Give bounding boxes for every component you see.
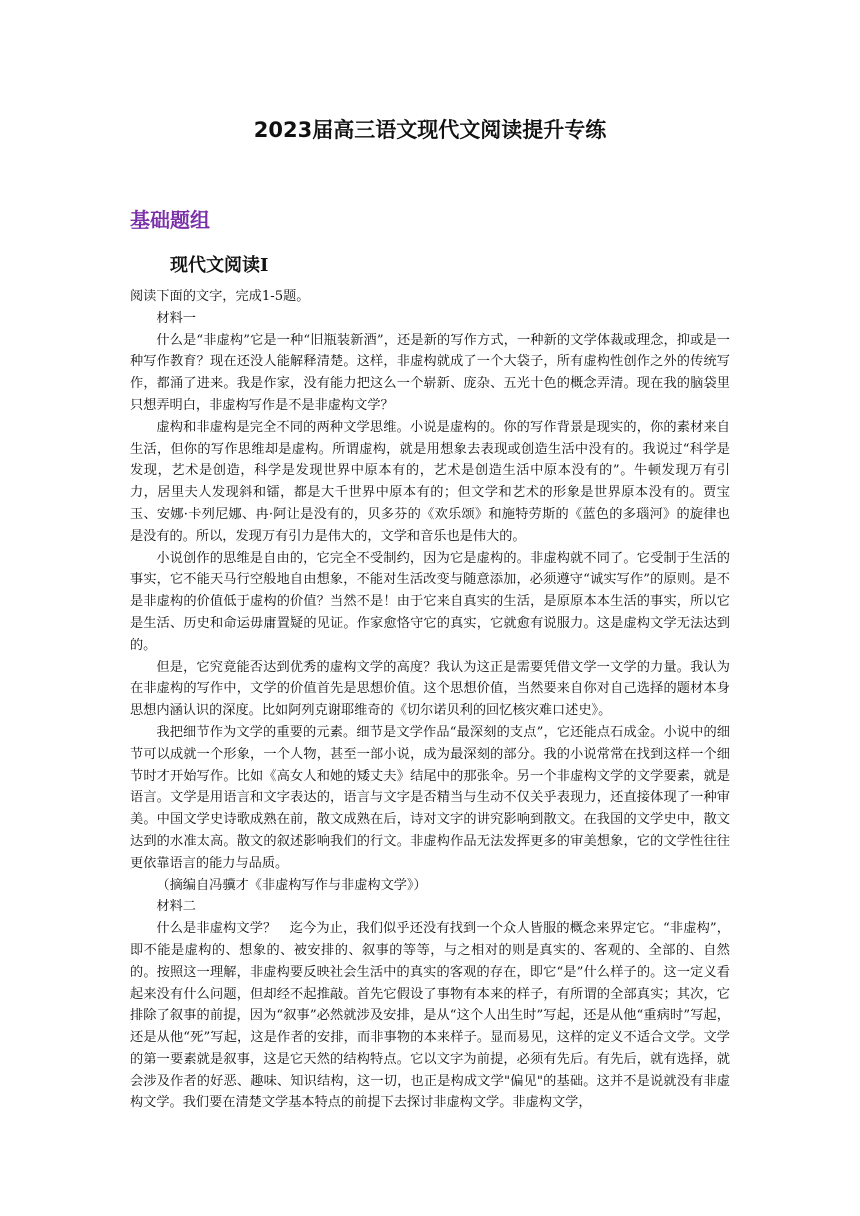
material-one-label: 材料一	[156, 310, 196, 326]
paragraph: 什么是“非虚构”它是一种“旧瓶装新酒”，还是新的写作方式，一种新的文学体裁或理念，抑或是一种写作教育？现在还没人能解释清楚。这样，非虚构就成了一个大袋子，所有虚构性创作之外的传统写作，都涌了进来。我是作家，没有能力把这么一个崭新、庞杂、五光十色的概念弄清。现在我的脑袋里只想弄明白，非虚构写作是不是非虚构文学？	[130, 332, 730, 413]
paragraph: 什么是非虚构文学？ 迄今为止，我们似乎还没有找到一个众人皆服的概念来界定它。“非虚构”，即不能是虚构的、想象的、被安排的、叙事的等等，与之相对的则是真实的、客观的、全部的、自然的。按照这一理解，非虚构要反映社会生活中的真实的客观的存在，即它“是”什么样子的。这一定义看起来没有什么问题，但却经不起推敲。首先它假设了事物有本来的样子，有所谓的全部真实；其次，它排除了叙事的前提，因为“叙事”必然就涉及安排，是从“这个人出生时”写起，还是从他“重病时”写起，还是从他“死”写起，这是作者的安排，而非事物的本来样子。显而易见，这样的定义不适合文学。文学的第一要素就是叙事，这是它天然的结构特点。它以文字为前提，必须有先后。有先后，就有选择，就会涉及作者的好恶、趣味、知识结构，这一切，也正是构成文学"偏见"的基础。这并不是说就没有非虚构文学。我们要在清楚文学基本特点的前提下去探讨非虚构文学。非虚构文学，	[130, 921, 730, 1111]
document-title: 2023届高三语文现代文阅读提升专练	[253, 118, 607, 142]
material-two-label: 材料二	[156, 899, 196, 915]
paragraph: 小说创作的思维是自由的，它完全不受制约，因为它是虚构的。非虚构就不同了。它受制于生活的事实，它不能天马行空般地自由想象，不能对生活改变与随意添加，必须遵守“诚实写作”的原则。是不是非虚构的价值低于虚构的价值？当然不是！由于它来自真实的生活，是原原本本生活的事实，所以它是生活、历史和命运毋庸置疑的见证。作家愈恪守它的真实，它就愈有说服力。这是虚构文学无法达到的。	[130, 550, 730, 653]
document-body	[130, 286, 730, 1114]
paragraph: 虚构和非虚构是完全不同的两种文学思维。小说是虚构的。你的写作背景是现实的，你的素材来自生活，但你的写作思维却是虚构。所谓虚构，就是用想象去表现或创造生活中没有的。我说过“科学是发现，艺术是创造，科学是发现世界中原本有的，艺术是创造生活中原本没有的”。牛顿发现万有引力，居里夫人发现斜和镭，都是大千世界中原本有的；但文学和艺术的形象是世界原本没有的。贾宝玉、安娜·卡列尼娜、冉·阿让是没有的，贝多芬的《欢乐颂》和施特劳斯的《蓝色的多瑙河》的旋律也是没有的。所以，发现万有引力是伟大的，文学和音乐也是伟大的。	[130, 419, 730, 544]
paragraph: 我把细节作为文学的重要的元素。细节是文学作品“最深刻的支点”，它还能点石成金。小说中的细节可以成就一个形象，一个人物，甚至一部小说，成为最深刻的部分。我的小说常常在找到这样一个细节时才开始写作。比如《高女人和她的矮丈夫》结尾中的那张伞。另一个非虚构文学的文学要素，就是语言。文学是用语言和文字表达的，语言与文字是否精当与生动不仅关乎表现力，还直接体现了一种审美。中国文学史诗歌成熟在前，散文成熟在后，诗对文字的讲究影响到散文。在我国的文学史中，散文达到的水准太高。散文的叙述影响我们的行文。非虚构作品无法发挥更多的审美想象，它的文学性往往更依靠语言的能力与品质。	[130, 724, 730, 871]
sub-heading: 现代文阅读Ⅰ	[170, 255, 269, 276]
section-heading: 基础题组	[130, 208, 210, 232]
instruction-text: 阅读下面的文字，完成1-5题。	[130, 289, 310, 304]
citation: （摘编自冯骥才《非虚构写作与非虚构文学》）	[156, 877, 427, 893]
paragraph: 但是，它究竟能否达到优秀的虚构文学的高度？我认为这正是需要凭借文学一文学的力量。我认为在非虚构的写作中，文学的价值首先是思想价值。这个思想价值，当然要来自你对自己选择的题材本身思想内涵认识的深度。比如阿列克谢耶维奇的《切尔诺贝利的回忆核灾难口述史》。	[130, 659, 730, 719]
